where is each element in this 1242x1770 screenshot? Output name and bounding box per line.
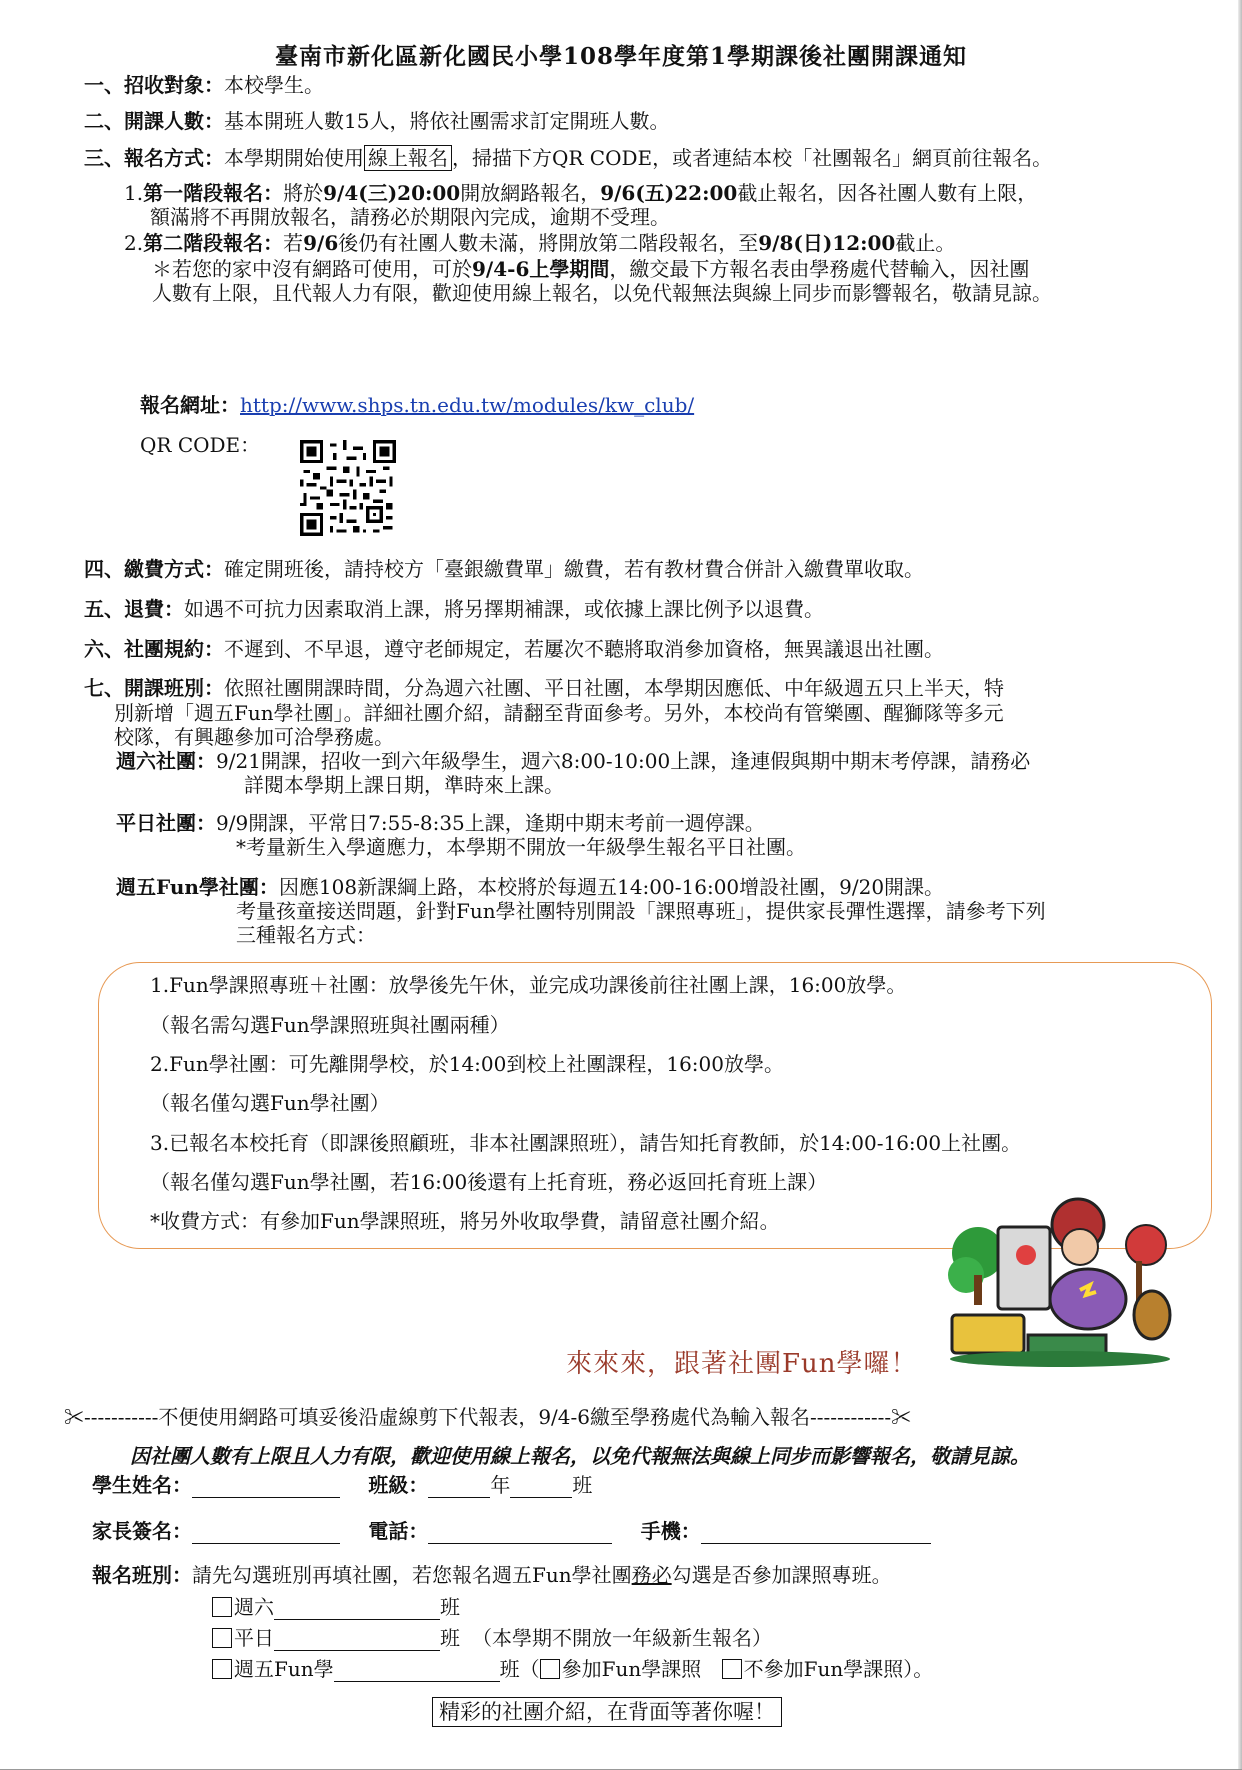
friday-club-line3: 三種報名方式： — [236, 923, 376, 947]
home-network-note: ＊若您的家中沒有網路可使用，可於9/4-6上學期間，繳交最下方報名表由學務處代替輸入，因社團 — [152, 257, 1030, 281]
student-name-field[interactable] — [192, 1477, 340, 1498]
stage-1: 1.第一階段報名：將於9/4(三)20:00開放網路報名，9/6(五)22:00截止報名，因各社團人數有上限， — [124, 181, 1038, 205]
class-field[interactable] — [510, 1477, 572, 1498]
option-3: 3.已報名本校托育（即課後照顧班，非本社團課照班），請告知托育教師，於14:00-16:00上社團。 — [150, 1131, 1022, 1155]
page-title: 臺南市新化區新化國民小學108學年度第1學期課後社團開課通知 — [274, 43, 967, 70]
section-6: 六、社團規約：不遲到、不早退，遵守老師規定，若屢次不聽將取消參加資格，無異議退出社團。 — [84, 637, 944, 661]
fun-care-yes-checkbox[interactable] — [540, 1659, 560, 1679]
section-7-line3: 校隊，有興趣參加可洽學務處。 — [114, 725, 394, 749]
form-notice: 因社團人數有上限且人力有限，歡迎使用線上報名，以免代報無法與線上同步而影響報名，敬請見諒。 — [130, 1444, 1030, 1468]
phone-field[interactable] — [428, 1523, 612, 1544]
section-5: 五、退費：如遇不可抗力因素取消上課，將另擇期補課，或依據上課比例予以退費。 — [84, 597, 824, 621]
grade-field[interactable] — [428, 1477, 490, 1498]
slogan: 來來來，跟著社團Fun學囉！ — [566, 1349, 918, 1379]
section-2: 二、開課人數：基本開班人數15人，將依社團需求訂定開班人數。 — [84, 109, 670, 133]
qr-code-image[interactable] — [300, 440, 396, 536]
section-7: 七、開課班別：依照社團開課時間，分為週六社團、平日社團，本學期因應低、中年級週五只上半天，特 — [84, 676, 1004, 700]
saturday-club-field[interactable] — [274, 1599, 440, 1620]
section-7-line2: 別新增「週五Fun學社團」。詳細社團介紹，請翻至背面參考。另外，本校尚有管樂團、醒獅隊等多元 — [114, 701, 1004, 725]
fun-care-no-checkbox[interactable] — [722, 1659, 742, 1679]
saturday-club-line2: 詳閱本學期上課日期，準時來上課。 — [244, 773, 564, 797]
form-row-registration: 報名班別：請先勾選班別再填社團，若您報名週五Fun學社團務必勾選是否參加課照專班。 — [92, 1563, 892, 1587]
fee-note: *收費方式：有參加Fun學課照班，將另外收取學費，請留意社團介紹。 — [150, 1209, 780, 1233]
weekday-club: 平日社團：9/9開課，平常日7:55-8:35上課，逢期中期末考前一週停課。 — [116, 811, 765, 835]
scissors-icon: ✂ — [64, 1405, 84, 1429]
saturday-checkbox[interactable] — [212, 1597, 232, 1617]
scissors-icon: ✂ — [891, 1405, 912, 1429]
online-registration-box: 線上報名 — [364, 145, 452, 171]
cut-line: ✂-----------不便使用網路可填妥後沿虛線剪下代報表，9/4-6繳至學務處代為輸入報名------------✂ — [64, 1405, 912, 1429]
mobile-field[interactable] — [701, 1523, 931, 1544]
friday-club-field[interactable] — [334, 1661, 500, 1682]
option-saturday-row: 週六 班 — [212, 1594, 460, 1620]
url-row: 報名網址：http://www.shps.tn.edu.tw/modules/kw_club/ — [140, 393, 695, 417]
form-row-parent: 家長簽名： 電話： 手機： — [92, 1518, 931, 1544]
option-friday-row: 週五Fun學 班（ 參加Fun學課照 不參加Fun學課照）。 — [212, 1656, 933, 1682]
option-1-note: （報名需勾選Fun學課照班與社團兩種） — [150, 1013, 510, 1037]
club-illustration-image — [940, 1195, 1190, 1375]
section-3: 三、報名方式：本學期開始使用 線上報名 ，掃描下方QR CODE，或者連結本校「社團報名」網頁前往報名。 — [84, 146, 1053, 170]
option-3-note: （報名僅勾選Fun學社團，若16:00後還有上托育班，務必返回托育班上課） — [150, 1170, 828, 1194]
parent-signature-field[interactable] — [192, 1523, 340, 1544]
home-network-note-line2: 人數有上限，且代報人力有限，歡迎使用線上報名，以免代報無法與線上同步而影響報名，敬請見諒。 — [152, 281, 1052, 305]
option-weekday-row: 平日 班 （本學期不開放一年級新生報名） — [212, 1625, 772, 1651]
footer-note: 精彩的社團介紹，在背面等著你喔！ — [432, 1696, 782, 1726]
qr-label: QR CODE： — [140, 433, 261, 457]
option-2: 2.Fun學社團：可先離開學校，於14:00到校上社團課程，16:00放學。 — [150, 1052, 784, 1076]
option-1: 1.Fun學課照專班＋社團：放學後先午休，並完成功課後前往社團上課，16:00放學。 — [150, 973, 907, 997]
form-row-student: 學生姓名： 班級： 年 班 — [92, 1473, 593, 1497]
weekday-club-line2: *考量新生入學適應力，本學期不開放一年級學生報名平日社團。 — [236, 835, 806, 859]
stage-2: 2.第二階段報名：若9/6後仍有社團人數未滿，將開放第二階段報名，至9/8(日)12:00截止。 — [124, 231, 956, 255]
saturday-club: 週六社團：9/21開課，招收一到六年級學生，週六8:00-10:00上課，逢連假與期中期末考停課，請務必 — [116, 749, 1031, 773]
registration-url-link[interactable]: http://www.shps.tn.edu.tw/modules/kw_club/ — [240, 393, 695, 417]
weekday-checkbox[interactable] — [212, 1628, 232, 1648]
friday-club-line2: 考量孩童接送問題，針對Fun學社團特別開設「課照專班」，提供家長彈性選擇，請參考下列 — [236, 899, 1046, 923]
section-4: 四、繳費方式：確定開班後，請持校方「臺銀繳費單」繳費，若有教材費合併計入繳費單收取。 — [84, 557, 924, 581]
friday-checkbox[interactable] — [212, 1659, 232, 1679]
section-1: 一、招收對象：本校學生。 — [84, 73, 324, 97]
option-2-note: （報名僅勾選Fun學社團） — [150, 1091, 390, 1115]
stage-1-line2: 額滿將不再開放報名，請務必於期限內完成，逾期不受理。 — [150, 205, 670, 229]
friday-club: 週五Fun學社團：因應108新課綱上路，本校將於每週五14:00-16:00增設社團，9/20開課。 — [116, 875, 945, 899]
weekday-club-field[interactable] — [274, 1630, 440, 1651]
